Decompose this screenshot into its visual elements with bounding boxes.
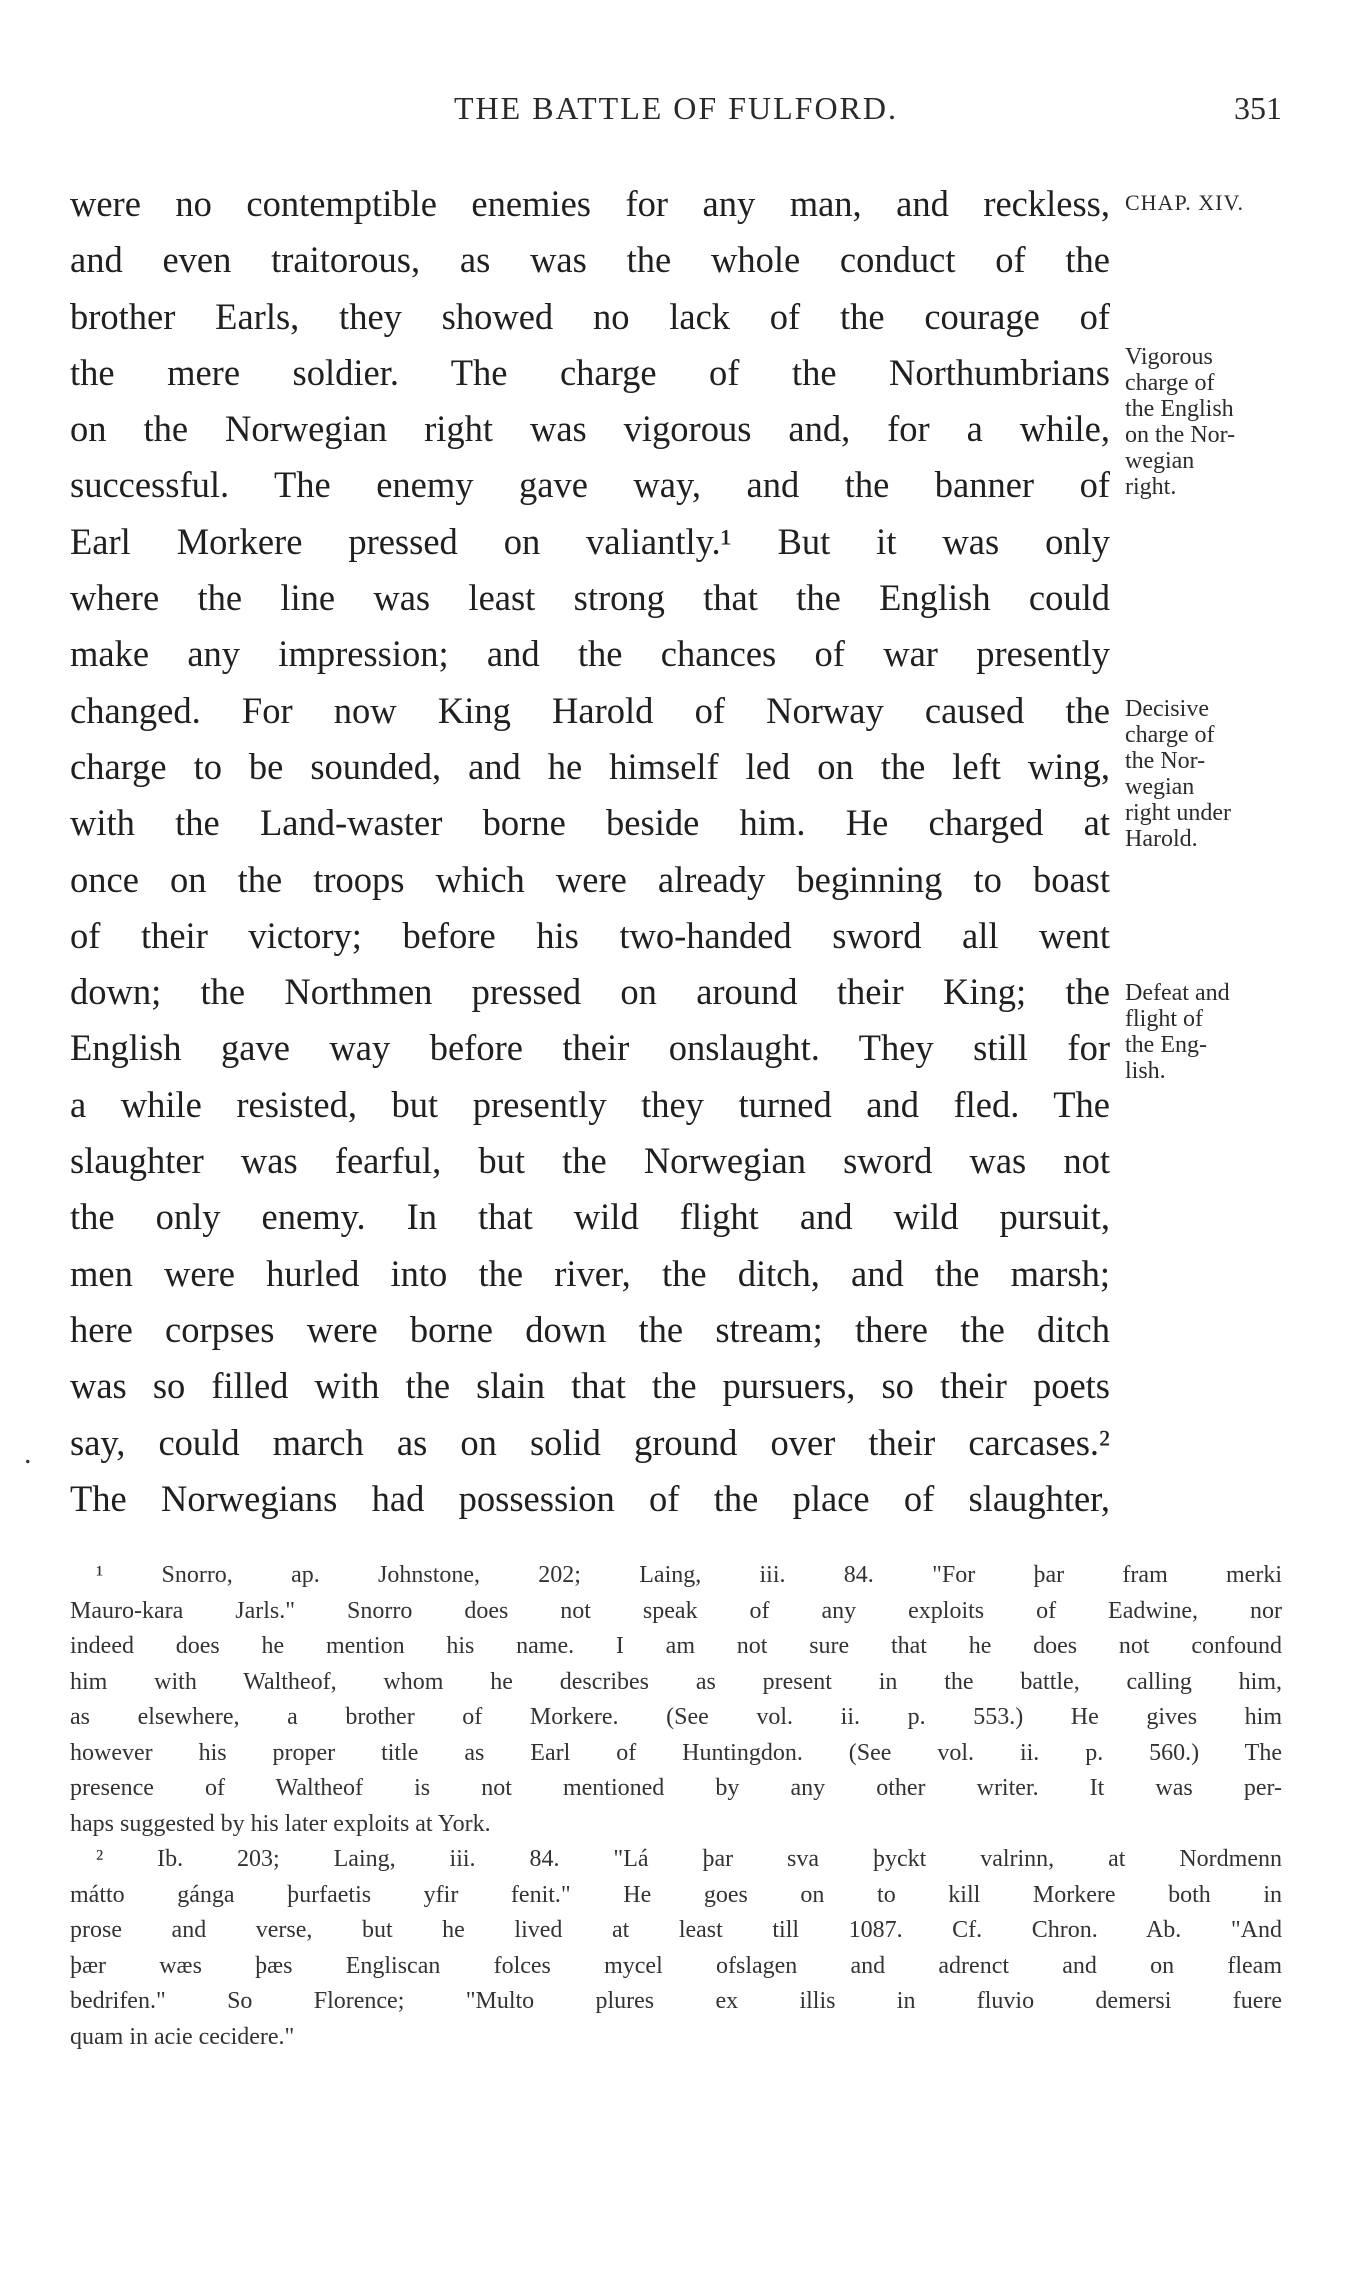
margin-note-decisive-charge: [1125, 696, 1335, 852]
margin-note-line: the Nor-: [1125, 748, 1206, 774]
text-line: and even traitorous, as was the whole conduct of the: [70, 239, 1110, 281]
text-line: changed. For now King Harold of Norway caused the: [70, 689, 1110, 731]
margin-note-line: right under: [1125, 800, 1231, 826]
footnote-line: prose and verse, but he lived at least till 1087. Cf. Chron. Ab. "And: [70, 1917, 1282, 1943]
footnote-line: indeed does he mention his name. I am not sure that he does not confound: [70, 1633, 1282, 1659]
running-header: [70, 86, 1282, 130]
margin-note-line: the Eng-: [1125, 1032, 1207, 1058]
text-line: the only enemy. In that wild flight and wild pursuit,: [70, 1196, 1110, 1238]
text-line: charge to be sounded, and he himself led on the left wing,: [70, 745, 1110, 787]
footnote-line: him with Waltheof, whom he describes as present in the battle, calling him,: [70, 1668, 1282, 1695]
footnote-line: mátto gánga þurfaetis yfir fenit." He goes on to kill Morkere both in: [70, 1881, 1282, 1908]
text-line: down; the Northmen pressed on around their King; the: [70, 971, 1110, 1013]
text-line: once on the troops which were already beginning to boast: [70, 858, 1110, 900]
text-line: make any impression; and the chances of war presently: [70, 633, 1110, 675]
footnote-line: as elsewhere, a brother of Morkere. (See vol. ii. p. 553.) He gives him: [70, 1704, 1282, 1730]
text-line: slaughter was fearful, but the Norwegian sword was not: [70, 1140, 1110, 1182]
margin-note-line: flight of: [1125, 1006, 1203, 1032]
margin-note-line: on the Nor-: [1125, 422, 1236, 448]
footnote-line: haps suggested by his later exploits at York.: [70, 1810, 491, 1837]
footnote-line: þær wæs þæs Engliscan folces mycel ofslagen and adrenct and on fleam: [70, 1952, 1282, 1979]
margin-note-line: wegian: [1125, 448, 1195, 474]
text-line: with the Land-waster borne beside him. He charged at: [70, 802, 1110, 844]
page-number: 351: [1234, 90, 1282, 126]
margin-note-line: Defeat and: [1125, 980, 1230, 1006]
running-title: THE BATTLE OF FULFORD.: [453, 90, 898, 126]
footnotes: [70, 1558, 1282, 2055]
text-line: was so filled with the slain that the pursuers, so their poets: [70, 1365, 1110, 1407]
footnote-line: bedrifen." So Florence; "Multo plures ex illis in fluvio demersi fuere: [70, 1988, 1282, 2014]
margin-note-line: charge of: [1125, 370, 1215, 396]
margin-note-line: CHAP. XIV.: [1125, 190, 1245, 215]
margin-note-line: the English: [1125, 396, 1234, 422]
margin-note-line: Vigorous: [1125, 344, 1213, 370]
text-line: English gave way before their onslaught. They still for: [70, 1027, 1110, 1069]
footnote-line: ² Ib. 203; Laing, iii. 84. "Lá þar sva þyckt valrinn, at Nordmenn: [96, 1846, 1282, 1872]
footnote-line: Mauro-kara Jarls." Snorro does not speak of any exploits of Eadwine, nor: [70, 1597, 1282, 1624]
footnote-line: ¹ Snorro, ap. Johnstone, 202; Laing, iii. 84. "For þar fram merki: [96, 1562, 1282, 1588]
margin-note-line: right.: [1125, 474, 1177, 500]
footnote-line: quam in acie cecidere.": [70, 2023, 295, 2050]
text-line: on the Norwegian right was vigorous and, for a while,: [70, 408, 1110, 450]
footnote-line: presence of Waltheof is not mentioned by any other writer. It was per-: [70, 1775, 1282, 1801]
margin-note-line: Decisive: [1125, 696, 1209, 722]
text-line: brother Earls, they showed no lack of the courage of: [70, 295, 1110, 337]
text-line: The Norwegians had possession of the place of slaughter,: [70, 1477, 1110, 1519]
margin-note-vigorous-charge: [1125, 344, 1335, 500]
text-line: Earl Morkere pressed on valiantly.¹ But it was only: [70, 520, 1110, 562]
margin-note-line: wegian: [1125, 774, 1195, 800]
margin-note-line: Harold.: [1125, 826, 1198, 852]
margin-note-line: charge of: [1125, 722, 1215, 748]
margin-note-line: lish.: [1125, 1058, 1166, 1084]
margin-note-chapter: [1125, 190, 1335, 216]
text-line: men were hurled into the river, the ditch, and the marsh;: [70, 1252, 1110, 1294]
stray-mark: .: [24, 1437, 32, 1470]
text-line: here corpses were borne down the stream; there the ditch: [70, 1308, 1110, 1350]
text-line: were no contemptible enemies for any man, and reckless,: [70, 183, 1110, 224]
main-text: [70, 176, 1110, 1527]
text-line: where the line was least strong that the English could: [70, 577, 1110, 619]
text-line: the mere soldier. The charge of the Northumbrians: [70, 351, 1110, 393]
text-line: successful. The enemy gave way, and the banner of: [70, 464, 1110, 506]
text-line: say, could march as on solid ground over their carcases.²: [70, 1421, 1110, 1463]
text-line: of their victory; before his two-handed sword all went: [70, 914, 1110, 956]
text-line: a while resisted, but presently they turned and fled. The: [70, 1083, 1110, 1125]
footnote-line: however his proper title as Earl of Huntingdon. (See vol. ii. p. 560.) The: [70, 1739, 1282, 1766]
margin-note-defeat: [1125, 980, 1335, 1084]
